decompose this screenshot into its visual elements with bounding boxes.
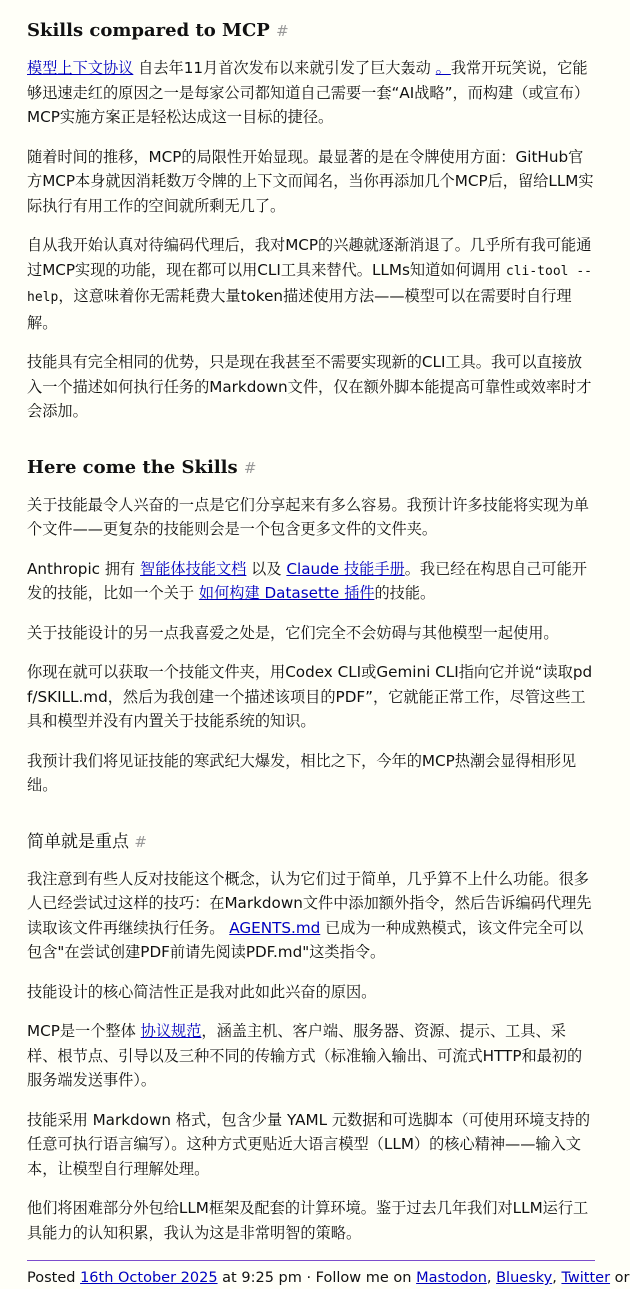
paragraph: MCP是一个整体 协议规范，涵盖主机、客户端、服务器、资源、提示、工具、采样、根节点、引导以及三种不同的传输方式（标准输入输出、可流式HTTP和最初的服务端发送事件）。 — [27, 1022, 583, 1089]
paragraph: Anthropic 拥有 智能体技能文档 以及 Claude 技能手册。我已经在构思自己可能开发的技能，比如一个关于 如何构建 Datasette 插件的技能。 — [27, 559, 587, 602]
heading-anchor-link[interactable]: # — [243, 458, 257, 477]
agents-md-link[interactable]: AGENTS.md — [229, 918, 321, 937]
post-footer: Posted 16th October 2025 at 9:25 pm · Follow me on Mastodon, Bluesky, Twitter or — [27, 1270, 630, 1286]
heading-anchor-link[interactable]: # — [134, 832, 147, 851]
paragraph: 关于技能设计的另一点我喜爱之处是，它们完全不会妨碍与其他模型一起使用。 — [27, 623, 559, 642]
agent-skills-docs-link[interactable]: 智能体技能文档 — [140, 559, 247, 578]
heading-skills-compared-to-mcp — [27, 18, 595, 44]
paragraph: 随着时间的推移，MCP的局限性开始显现。最显著的是在令牌使用方面：GitHub官方MCP本身就因消耗数万令牌的上下文而闻名，当你再添加几个MCP后，留给LLM实际执行有用工作的空间就所剩无几了。 — [27, 147, 594, 215]
claude-skills-cookbook-link[interactable]: Claude 技能手册 — [286, 559, 405, 578]
heading-here-come-the-skills — [27, 455, 595, 481]
protocol-spec-link[interactable]: 协议规范 — [140, 1022, 202, 1040]
paragraph: 技能设计的核心简洁性正是我对此如此兴奋的原因。 — [27, 982, 377, 1001]
heading-text: Skills compared to MCP — [27, 20, 270, 41]
paragraph: 你现在就可以获取一个技能文件夹，用Codex CLI或Gemini CLI指向它并说“读取pdf/SKILL.md，然后为我创建一个描述该项目的PDF”，它就能正常工作，尽管这些工具和模型并没有内置关于技能系统的知识。 — [27, 663, 593, 730]
paragraph: 技能采用 Markdown 格式，包含少量 YAML 元数据和可选脚本（可使用环境支持的任意可执行语言编写）。这种方式更贴近大语言模型（LLM）的核心精神——输入文本，让模型自行理解处理。 — [27, 1110, 591, 1178]
heading-text: 简单就是重点 — [27, 831, 129, 852]
heading-anchor-link[interactable]: # — [276, 22, 289, 40]
paragraph: 我预计我们将见证技能的寒武纪大爆发，相比之下，今年的MCP热潮会显得相形见绌。 — [27, 751, 577, 794]
paragraph: 他们将困难部分外包给LLM框架及配套的计算环境。鉴于过去几年我们对LLM运行工具能力的认知积累，我认为这是非常明智的策略。 — [27, 1199, 589, 1242]
post-date-link[interactable]: 16th October 2025 — [80, 1270, 218, 1286]
announcement-link[interactable]: 。 — [435, 59, 451, 77]
datasette-plugin-link[interactable]: 如何构建 Datasette 插件 — [198, 584, 375, 602]
inline-code: cli-tool --help — [27, 263, 592, 305]
paragraph: 模型上下文协议 自去年11月首次发布以来就引发了巨大轰动 。我常开玩笑说，它能够迅速走红的原因之一是每家公司都知道自己需要一套“AI战略”，而构建（或宣布）MCP实施方案正是轻松达成这一目标的捷径。 — [27, 59, 590, 126]
heading-text: Here come the Skills — [27, 456, 238, 478]
bluesky-link[interactable]: Bluesky — [496, 1270, 553, 1286]
paragraph: 关于技能最令人兴奋的一点是它们分享起来有多么容易。我预计许多技能将实现为单个文件——更复杂的技能则会是一个包含更多文件的文件夹。 — [27, 495, 589, 538]
twitter-link[interactable]: Twitter — [561, 1270, 611, 1286]
paragraph: 我注意到有些人反对技能这个概念，认为它们过于简单，几乎算不上什么功能。很多人已经尝试过这样的技巧：在Markdown文件中添加额外指令，然后告诉编码代理先读取该文件再继续执行任务。 AGENTS.md 已成为一种成熟模式，该文件完全可以包含"在尝试创建PDF前请先阅读PDF.md"这类指令。 — [27, 869, 592, 961]
heading-simplicity — [27, 829, 595, 855]
paragraph: 自从我开始认真对待编码代理后，我对MCP的兴趣就逐渐消退了。几乎所有我可能通过MCP实现的功能，现在都可以用CLI工具来替代。LLMs知道如何调用 cli-tool --help，这意味着你无需耗费大量token描述使用方法——模型可以在需要时自行理解。 — [27, 236, 592, 332]
mastodon-link[interactable]: Mastodon — [416, 1270, 487, 1286]
mcp-link[interactable]: 模型上下文协议 — [27, 59, 134, 77]
paragraph: 技能具有完全相同的优势，只是现在我甚至不需要实现新的CLI工具。我可以直接放入一个描述如何执行任务的Markdown文件，仅在额外脚本能提高可靠性或效率时才会添加。 — [27, 353, 592, 420]
